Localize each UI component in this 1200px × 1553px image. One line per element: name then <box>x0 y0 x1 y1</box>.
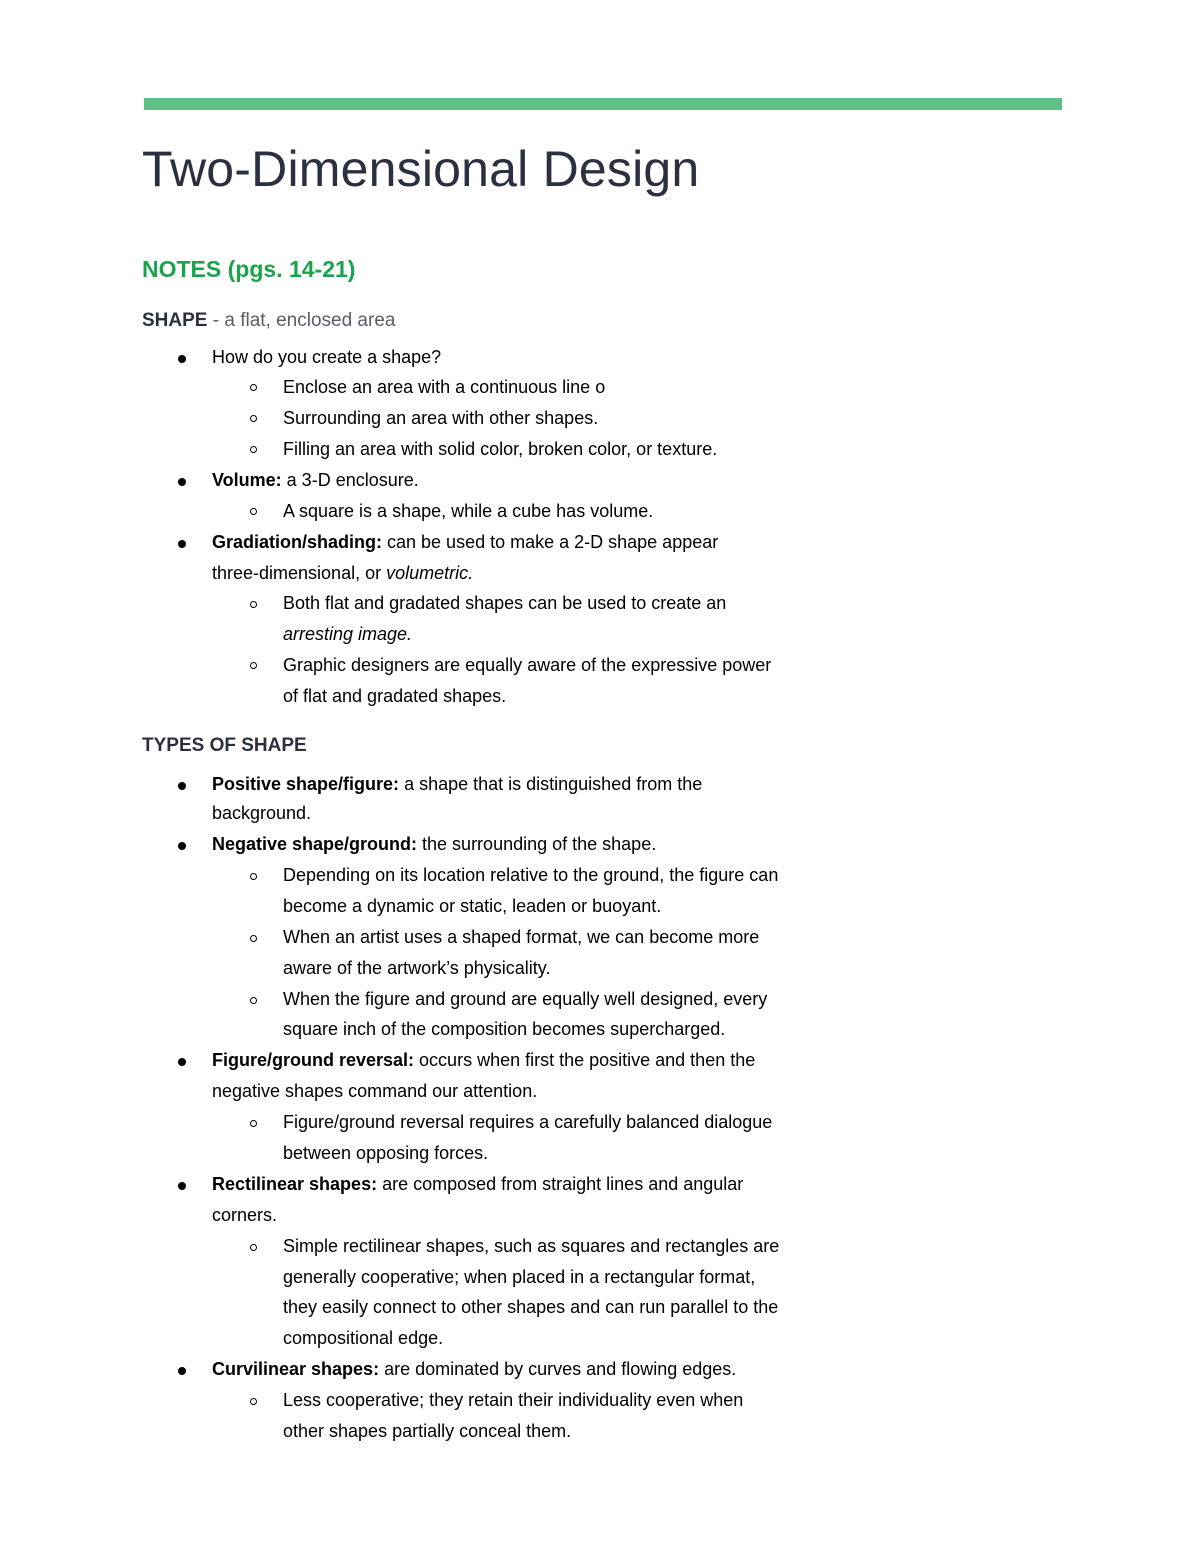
title-accent-rule <box>144 98 1062 110</box>
list-subitem: Figure/ground reversal requires a carefully balanced dialogue <box>283 1112 773 1132</box>
list-subitem: Filling an area with solid color, broken color, or texture. <box>283 439 718 459</box>
definition-text: three-dimensional, or <box>212 563 387 583</box>
list-subitem: When the figure and ground are equally well designed, every <box>283 989 768 1009</box>
list-item <box>212 1048 755 1072</box>
term-volume: Volume: <box>212 470 282 490</box>
list-subitem: Simple rectilinear shapes, such as squares and rectangles are <box>283 1236 780 1256</box>
term-gradiation: Gradiation/shading: <box>212 532 383 552</box>
list-item <box>212 468 419 492</box>
list-item <box>212 1357 736 1381</box>
list-subitem: When an artist uses a shaped format, we can become more <box>283 927 760 947</box>
bullet-icon <box>178 1182 186 1190</box>
definition-text: the surrounding of the shape. <box>417 834 657 854</box>
list-subitem: Graphic designers are equally aware of the expressive power <box>283 655 772 675</box>
definition-text: a 3-D enclosure. <box>281 470 419 490</box>
list-subitem-continuation: other shapes partially conceal them. <box>283 1421 572 1441</box>
types-heading: TYPES OF SHAPE <box>142 735 307 756</box>
hollow-bullet-icon <box>250 1120 257 1127</box>
hollow-bullet-icon <box>250 601 257 608</box>
list-subitem-continuation: compositional edge. <box>283 1328 444 1348</box>
definition-text: can be used to make a 2-D shape appear <box>382 532 719 552</box>
emphasis-text: volumetric. <box>386 563 474 583</box>
list-subitem: Both flat and gradated shapes can be used to create an <box>283 593 727 613</box>
document-title: Two-Dimensional Design <box>142 141 700 197</box>
term-curvilinear: Curvilinear shapes: <box>212 1359 380 1379</box>
list-item: How do you create a shape? <box>212 347 442 367</box>
list-subitem-continuation <box>283 622 412 646</box>
definition-text: a shape that is distinguished from the <box>399 774 703 794</box>
definition-text: are composed from straight lines and angular <box>377 1174 744 1194</box>
hollow-bullet-icon <box>250 384 257 391</box>
definition-text: are dominated by curves and flowing edges. <box>379 1359 737 1379</box>
list-subitem: A square is a shape, while a cube has volume. <box>283 501 654 521</box>
list-subitem-continuation: they easily connect to other shapes and can run parallel to the <box>283 1297 779 1317</box>
notes-heading: NOTES (pgs. 14-21) <box>142 256 356 282</box>
hollow-bullet-icon <box>250 1398 257 1405</box>
list-subitem-continuation: between opposing forces. <box>283 1143 489 1163</box>
hollow-bullet-icon <box>250 1244 257 1251</box>
shape-term: SHAPE <box>142 310 208 331</box>
list-item-continuation <box>212 561 473 585</box>
hollow-bullet-icon <box>250 508 257 515</box>
list-subitem: Depending on its location relative to the ground, the figure can <box>283 865 779 885</box>
term-rectilinear: Rectilinear shapes: <box>212 1174 378 1194</box>
term-positive: Positive shape/figure: <box>212 774 400 794</box>
list-item <box>212 832 656 856</box>
list-item-continuation: background. <box>212 803 312 823</box>
list-item-continuation: corners. <box>212 1205 278 1225</box>
list-item-continuation: negative shapes command our attention. <box>212 1081 538 1101</box>
hollow-bullet-icon <box>250 873 257 880</box>
term-negative: Negative shape/ground: <box>212 834 418 854</box>
hollow-bullet-icon <box>250 935 257 942</box>
bullet-icon <box>178 782 186 790</box>
bullet-icon <box>178 1367 186 1375</box>
emphasis-text: arresting image. <box>283 624 413 644</box>
term-figure-ground: Figure/ground reversal: <box>212 1050 415 1070</box>
shape-definition-text: - a flat, enclosed area <box>207 310 396 331</box>
list-subitem: Surrounding an area with other shapes. <box>283 408 599 428</box>
list-item <box>212 1172 743 1196</box>
bullet-icon <box>178 842 186 850</box>
list-subitem-continuation: generally cooperative; when placed in a rectangular format, <box>283 1267 756 1287</box>
list-item <box>212 772 702 796</box>
shape-definition <box>142 310 395 332</box>
list-item <box>212 530 718 554</box>
bullet-icon <box>178 478 186 486</box>
list-subitem-continuation: aware of the artwork’s physicality. <box>283 958 551 978</box>
hollow-bullet-icon <box>250 415 257 422</box>
list-subitem-continuation: of flat and gradated shapes. <box>283 686 507 706</box>
list-subitem: Enclose an area with a continuous line o <box>283 377 606 397</box>
definition-text: occurs when first the positive and then the <box>414 1050 756 1070</box>
hollow-bullet-icon <box>250 662 257 669</box>
hollow-bullet-icon <box>250 446 257 453</box>
bullet-icon <box>178 1058 186 1066</box>
list-subitem: Less cooperative; they retain their individuality even when <box>283 1390 744 1410</box>
list-subitem-continuation: become a dynamic or static, leaden or buoyant. <box>283 896 662 916</box>
hollow-bullet-icon <box>250 997 257 1004</box>
bullet-icon <box>178 540 186 548</box>
list-subitem-continuation: square inch of the composition becomes supercharged. <box>283 1019 726 1039</box>
bullet-icon <box>178 355 186 363</box>
